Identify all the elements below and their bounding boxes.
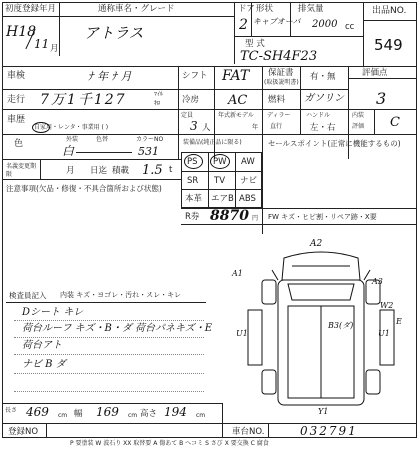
load-label: 積載 <box>112 166 130 176</box>
history-selected-circle <box>32 122 50 133</box>
load-unit: t <box>169 165 173 175</box>
capacity-unit: 人 <box>202 123 211 133</box>
inspector-line-4: ナビ B ダ <box>22 359 66 370</box>
height-unit: cm <box>196 412 206 419</box>
first-reg-month-unit: 月 <box>50 44 59 54</box>
mark-a1: A1 <box>232 269 243 278</box>
history-options: 自家用・レンタ・事業用 ( ) <box>34 124 109 131</box>
warranty-opts: 有・無 <box>310 72 336 82</box>
width-value: 169 <box>96 405 119 419</box>
lot-label: 出品NO. <box>372 6 407 16</box>
equip-sr: SR <box>187 176 199 186</box>
mark-b3: B3(ダ) <box>328 321 354 330</box>
displacement-unit: cc <box>345 22 355 32</box>
first-reg-value: H18 <box>6 24 37 40</box>
mark-y1: Y1 <box>318 407 329 416</box>
mark-a3: A3 <box>372 277 383 286</box>
mark-w2: W2 <box>380 301 394 310</box>
fw-legend: FW キズ・ヒビ割・リペア跡・X要 <box>268 213 377 221</box>
chassis-label: 車台NO. <box>232 427 265 437</box>
shift-label: シフト <box>182 71 208 81</box>
height-label: 高さ <box>140 409 158 419</box>
first-reg-month: 11 <box>34 37 50 51</box>
shape-label: 形状 <box>256 4 274 14</box>
height-value: 194 <box>164 405 187 419</box>
car-name-label: 通称車名・グレード <box>98 4 175 14</box>
model-value: TC-SH4F23 <box>240 49 318 64</box>
mileage-label: 走行 <box>7 95 26 105</box>
price-label: R券 <box>185 212 200 222</box>
model-label: 型 式 <box>245 39 265 49</box>
dealer-label: ディラー <box>267 112 291 119</box>
color-label: 色 <box>14 139 24 149</box>
equip-abs: ABS <box>239 194 256 204</box>
interior-value: C <box>390 115 400 130</box>
score-label: 評価点 <box>362 68 388 78</box>
color-value: 白 <box>62 144 75 158</box>
reg-no-label: 登録NO <box>8 427 39 437</box>
aircon-value: AC <box>228 93 248 108</box>
inspector-line-3: 荷台アト <box>22 340 62 351</box>
equip-leather: 本革 <box>185 194 203 204</box>
door-value: 2 <box>239 17 248 33</box>
notes-label: 注意事項(欠品・修復・不具合箇所および状態) <box>6 184 162 193</box>
inspector-line-1: Dシート キレ <box>22 307 84 318</box>
equip-pw-circle <box>210 154 230 169</box>
vehicle-diagram <box>226 240 416 415</box>
gaisho-label: 外装 <box>66 136 79 143</box>
footer-legend: P 要塗装 W 波石り XX 取替要 A 傷あて B へコミ S さび X 要交換 C 腐食 <box>70 440 269 447</box>
inspector-line-2: 荷台ルーフ キズ・B・ダ 荷台パネキズ・E <box>22 323 213 334</box>
chassis-value: 032791 <box>300 424 358 438</box>
equip-navi: ナビ <box>240 176 258 186</box>
first-reg-label: 初度登録年月 <box>5 4 57 14</box>
aircon-label: 冷房 <box>182 95 200 105</box>
score-value: 3 <box>376 89 387 108</box>
equip-aw: AW <box>241 157 255 167</box>
capacity-value: 3 <box>190 119 198 133</box>
inspection-value: ﾅ 年 ﾅ 月 <box>88 70 132 83</box>
mileage-unit-top: ﾏｲﾙ <box>154 91 164 98</box>
price-unit: 円 <box>252 215 259 222</box>
warranty-sub: (取扱説明書) <box>264 79 299 86</box>
equipment-title: 装備品(純正品に限る) <box>183 139 242 146</box>
history-label: 車歴 <box>7 115 26 125</box>
equip-ps-circle <box>184 154 203 169</box>
name-change-label: 名義変更期限 <box>6 163 37 178</box>
lot-value: 549 <box>374 36 403 54</box>
model-year-label: 年式新モデル <box>218 112 254 119</box>
length-value: 469 <box>26 405 49 419</box>
interior-sub: 評価 <box>352 123 365 130</box>
warranty-label: 保証書 <box>268 68 294 78</box>
handle-label: ハンドル <box>306 112 331 119</box>
inspector-label: 検査員記入 <box>9 291 47 300</box>
sales-point-title: セールスポイント(正常に機能するもの) <box>268 139 401 148</box>
equip-tv: TV <box>214 176 226 186</box>
naiso-label: 色替 <box>96 136 109 143</box>
shape-value: キャブオーバ <box>253 17 301 26</box>
equip-airbag: エアB <box>211 194 234 204</box>
capacity-label: 定員 <box>181 112 194 119</box>
name-change-day: 日迄 <box>90 166 108 176</box>
model-year-unit: 年 <box>252 124 259 131</box>
displacement-label: 排気量 <box>298 4 324 14</box>
shift-value: FAT <box>222 68 250 84</box>
length-label: 長さ <box>5 407 18 414</box>
length-unit: cm <box>58 412 68 419</box>
name-change-month: 月 <box>66 166 75 176</box>
mark-u1b: U1 <box>378 329 390 338</box>
mileage-unit-bottom: ｷﾛ <box>154 100 161 107</box>
inspector-options: 内装 キズ・ヨゴレ・汚れ・スレ・キレ <box>60 291 182 299</box>
fuel-label: 燃料 <box>268 95 286 105</box>
mark-a2: A2 <box>310 239 323 249</box>
handle-opts: 左・右 <box>310 123 336 133</box>
load-value: 1.5 <box>142 163 163 178</box>
fuel-value: ガソリン <box>304 93 344 104</box>
interior-label: 内装 <box>352 112 365 119</box>
door-label: ドア <box>238 4 255 14</box>
dealer-sub: 直行 <box>270 123 283 130</box>
width-label: 幅 <box>74 409 83 419</box>
equip-ps: PS <box>187 157 198 167</box>
displacement-value: 2000 <box>312 19 338 30</box>
width-unit: cm <box>128 412 138 419</box>
color-no-label: カラーNO <box>136 136 164 143</box>
mark-e: E <box>396 317 402 326</box>
color-no-value: 531 <box>138 145 159 158</box>
mark-u1a: U1 <box>236 329 248 338</box>
mileage-value: 7万1千127 <box>40 92 127 108</box>
car-name-value: アトラス <box>84 24 144 42</box>
inspection-label: 車検 <box>7 71 26 81</box>
price-value: 8870 <box>210 208 249 224</box>
equip-pw: PW <box>213 157 227 167</box>
